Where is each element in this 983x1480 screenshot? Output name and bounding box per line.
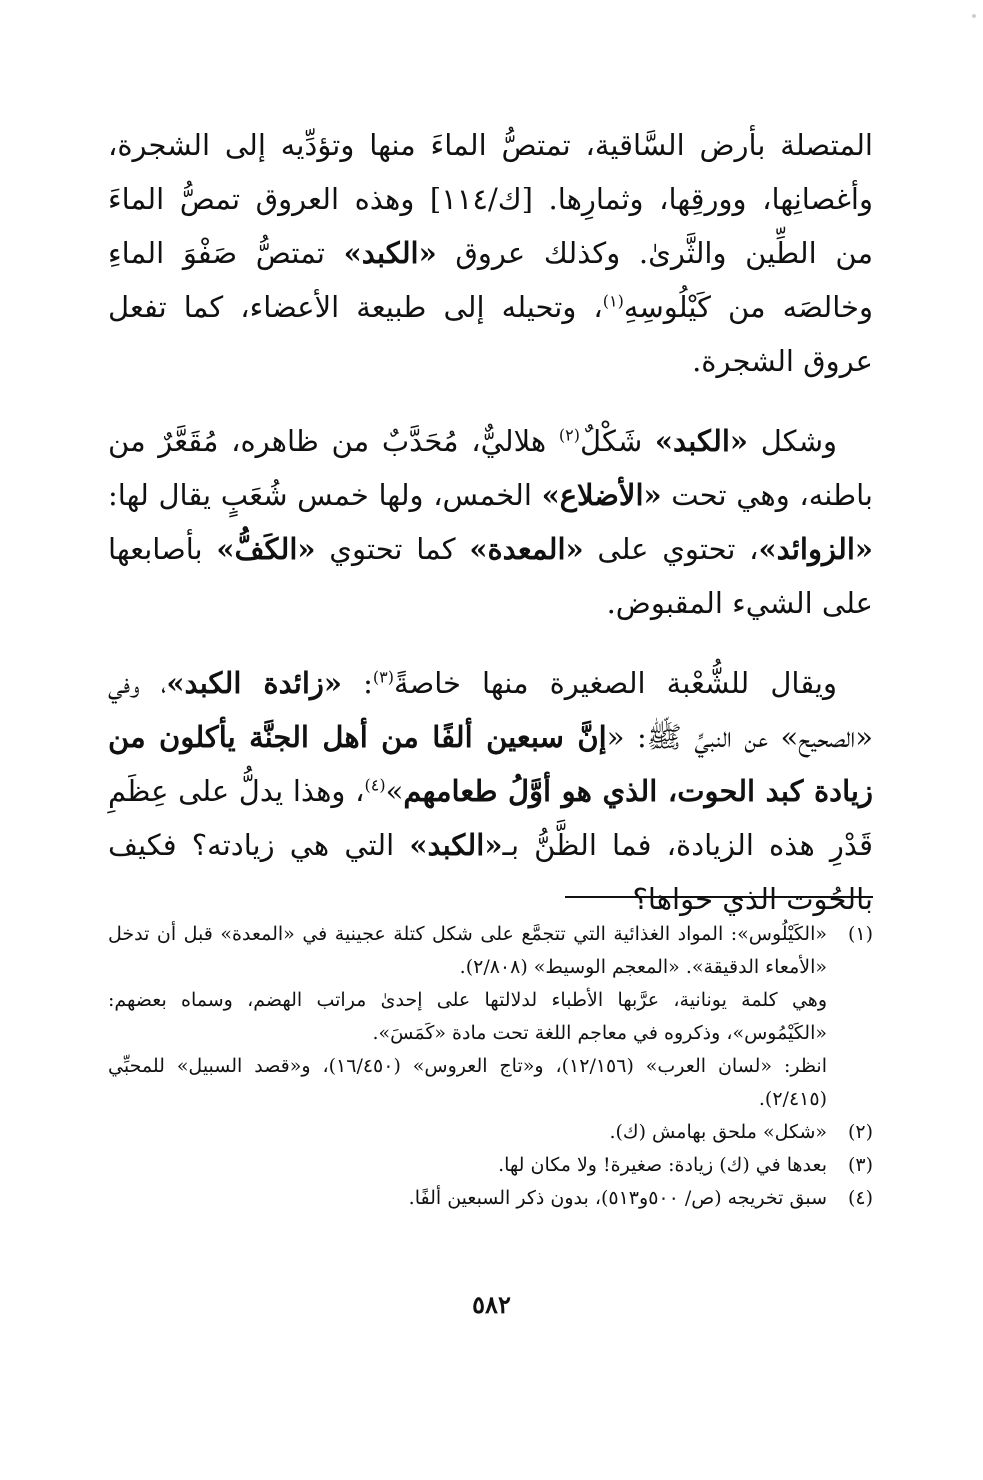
footnote-number: (٢) — [847, 1121, 873, 1143]
paragraph-1 — [108, 118, 873, 388]
main-text — [108, 118, 873, 926]
bold-term: «الزوائد» — [758, 532, 873, 566]
footnote-number: (٤) — [847, 1187, 873, 1209]
text-run: بأصابعها على الشيء المقبوض. — [108, 532, 873, 620]
footnote-1-continuation: انظر: «لسان العرب» (١٢/١٥٦)، و«تاج العروس» (١٦/٤٥٠)، و«قصد السبيل» للمحبِّي (٢/٤١٥). — [108, 1055, 827, 1110]
text-run: المتصلة بأرض السَّاقية، تمتصُّ الماءَ منها وتؤدِّيه إلى الشجرة، وأغصانِها، وورقِها، وثمارِها. [ك/١١٤] وهذه العروق تمصُّ الماءَ من الطِّين والثَّرىٰ. وكذلك عروق — [108, 128, 873, 270]
footnote-ref-2: (٢) — [558, 425, 580, 445]
paragraph-2 — [108, 414, 873, 630]
text-run: : — [342, 666, 373, 700]
footnote-1-continuation: وهي كلمة يونانية، عرَّبها الأطباء لدلالتها على إحدىٰ مراتب الهضم، وسماه بعضهم: «الكَيْمُوس»، وذكروه في معاجم اللغة تحت مادة «كَمَسَ». — [108, 989, 827, 1044]
bold-term: «الكبد» — [409, 828, 503, 862]
footnote-2 — [108, 1116, 873, 1149]
text-run: كما تحتوي — [315, 532, 470, 566]
footnote-number: (٣) — [847, 1154, 873, 1176]
scan-speck — [972, 14, 976, 18]
text-run: تمتصُّ صَفْوَ الماءِ وخالصَه من كَيْلُوسِهِ — [108, 236, 873, 324]
text-run: الخمس، ولها خمس شُعَبٍ يقال لها: — [108, 478, 542, 512]
bold-term: «الكبد» — [654, 424, 749, 458]
text-run: ، وهذا يدلُّ على عِظَمِ قَدْرِ هذه الزيادة، فما الظَّنُّ بـ — [108, 774, 873, 862]
text-run: شَكْلٌ — [579, 424, 655, 458]
footnote-ref-4: (٤) — [364, 775, 386, 795]
footnote-ref-3: (٣) — [372, 667, 395, 687]
text-run: » — [385, 774, 404, 808]
bold-term: «الأضلاع» — [541, 478, 662, 512]
text-run: ، وفي «الصحيح» عن النبيِّ ﷺ: « — [108, 666, 873, 754]
bold-term: «زائدة الكبد» — [166, 666, 343, 700]
bold-term: «الكبد» — [343, 236, 437, 270]
footnote-separator — [565, 896, 873, 898]
footnotes — [108, 918, 873, 1215]
footnote-ref-1: (١) — [602, 291, 624, 311]
footnote-number: (١) — [847, 923, 873, 945]
text-run: ويقال للشُّعْبة الصغيرة منها خاصةً — [394, 666, 838, 700]
footnote-text: «شكل» ملحق بهامش (ك). — [609, 1121, 827, 1143]
footnote-text: «الكَيْلُوس»: المواد الغذائية التي تتجمَّع على شكل كتلة عجينية في «المعدة» قبل أن تدخل «الأمعاء الدقيقة». «المعجم الوسيط» (٢/٨٠٨). — [108, 923, 827, 978]
page-number: ٥٨٢ — [472, 1290, 511, 1319]
text-run: ، وتحيله إلى طبيعة الأعضاء، كما تفعل عروق الشجرة. — [108, 290, 873, 378]
text-run: التي هي زيادته؟ فكيف بالحُوت الذي حواها؟ — [108, 828, 873, 916]
text-run: ، تحتوي على — [583, 532, 759, 566]
footnote-text: سبق تخريجه (ص/ ٥٠٠و٥١٣)، بدون ذكر السبعين ألفًا. — [408, 1187, 827, 1209]
hadith-quote: إنَّ سبعين ألفًا من أهل الجنَّة يأكلون من زيادة كبد الحوت، الذي هو أوَّلُ طعامهم — [108, 720, 873, 808]
footnote-1 — [108, 918, 873, 984]
paragraph-3 — [108, 656, 873, 926]
text-run: هلاليٌّ، مُحَدَّبٌ من ظاهره، مُقَعَّرٌ من باطنه، وهي تحت — [108, 424, 874, 512]
footnote-text: بعدها في (ك) زيادة: صغيرة! ولا مكان لها. — [498, 1154, 827, 1176]
bold-term: «المعدة» — [469, 532, 584, 566]
footnote-3 — [108, 1149, 873, 1182]
bold-term: «الكَفُّ» — [216, 532, 316, 566]
footnote-4 — [108, 1182, 873, 1215]
text-run: وشكل — [748, 424, 838, 458]
